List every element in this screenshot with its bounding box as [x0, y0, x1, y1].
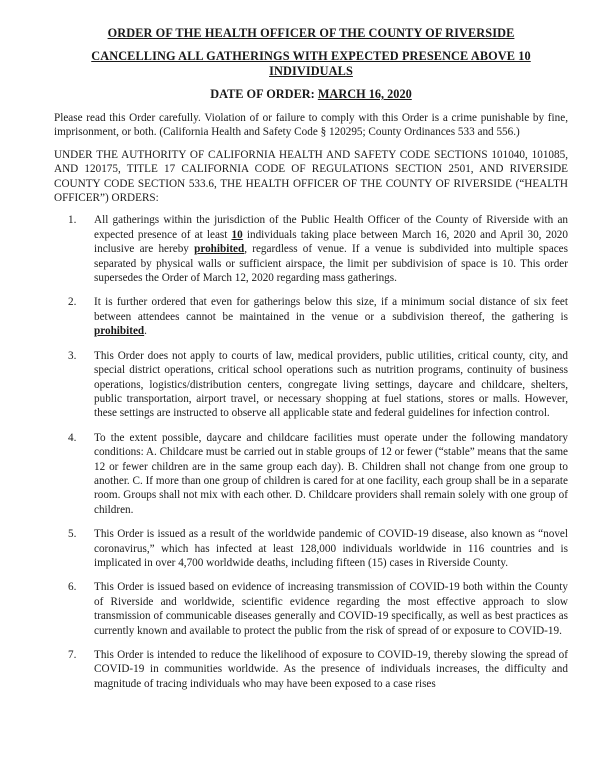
- order-subtitle: CANCELLING ALL GATHERINGS WITH EXPECTED PRESENCE ABOVE 10 INDIVIDUALS: [91, 49, 531, 78]
- authority-paragraph: UNDER THE AUTHORITY OF CALIFORNIA HEALTH AND SAFETY CODE SECTIONS 101040, 101085, AND 120175, TITLE 17 CALIFORNIA CODE OF REGULATIONS SECTION 2501, AND RIVERSIDE COUNTY CODE SECTION 533.6, THE HEALTH OFFICER OF THE COUNTY OF RIVERSIDE (“HEALTH OFFICER”) ORDERS:: [54, 148, 568, 205]
- order-number: 7.: [68, 649, 77, 661]
- order-title: ORDER OF THE HEALTH OFFICER OF THE COUNTY OF RIVERSIDE: [107, 26, 515, 40]
- intro-paragraph: Please read this Order carefully. Violation of or failure to comply with this Order is a crime punishable by fine, imprisonment, or both. (California Health and Safety Code § 120295; County Ordinances 533 and 556.): [54, 112, 568, 139]
- order-text: It is further ordered that even for gatherings below this size, if a minimum social distance of six feet between attendees cannot be maintained in the venue or a subdivision thereof, the gathering is prohibited.: [94, 296, 568, 338]
- order-item-4: [54, 431, 568, 517]
- order-item-6: [54, 580, 568, 638]
- order-number: 3.: [68, 349, 77, 362]
- order-text: This Order does not apply to courts of law, medical providers, public utilities, critical county, city, and special district operations, critical school operations such as nutrition programs, continuity of business operations, logistics/distribution centers, congregate living settings, daycare and childcare, shelters, public transportation, airport travel, or necessary shopping at fuel stations, stores or malls. However, these settings are instructed to observe all applicable state and federal guidelines for infection control.: [94, 349, 568, 420]
- order-text: This Order is issued as a result of the worldwide pandemic of COVID-19 disease, also known as “novel coronavirus,” which has infected at least 128,000 individuals worldwide in 116 countries and is implicated in over 4,700 worldwide deaths, including fifteen (15) cases in Riverside County.: [94, 528, 568, 569]
- bold-limit: 10: [231, 228, 243, 241]
- order-item-7: [54, 648, 568, 691]
- order-number: 2.: [68, 296, 77, 309]
- orders-list: [54, 213, 568, 691]
- order-text: This Order is intended to reduce the likelihood of exposure to COVID-19, thereby slowing the spread of COVID-19 in communities worldwide. As the presence of individuals increases, the difficulty and magnitude of tracing individuals who may have been exposed to a case rises: [94, 649, 568, 690]
- order-text: This Order is issued based on evidence of increasing transmission of COVID-19 both within the County of Riverside and worldwide, scientific evidence regarding the most effective approach to slow transmission of communicable diseases generally and COVID-19 specifically, as well as best practices as currently known and available to protect the public from the risk of spread of or exposure to COVID-19.: [94, 581, 568, 637]
- date-value: MARCH 16, 2020: [317, 87, 412, 101]
- order-item-2: [54, 295, 568, 338]
- order-number: 4.: [68, 431, 77, 444]
- order-text: All gatherings within the jurisdiction of the Public Health Officer of the County of Riverside with an expected presence of at least 10 individuals taking place between March 16, 2020 and April 30, 2020 inclusive are hereby prohibited, regardless of venue. If a venue is subdivided into multiple spaces separated by physical walls or sufficient airspace, the limit per subdivision of space is 10. This order supersedes the Order of March 12, 2020 regarding mass gatherings.: [94, 214, 568, 285]
- order-item-3: [54, 349, 568, 421]
- order-date: [54, 87, 568, 102]
- order-number: 5.: [68, 528, 77, 541]
- date-label: DATE OF ORDER:: [210, 87, 318, 101]
- order-item-1: [54, 213, 568, 285]
- bold-prohibited: prohibited: [194, 243, 245, 256]
- order-number: 6.: [68, 581, 77, 594]
- order-number: 1.: [68, 214, 77, 227]
- order-text: To the extent possible, daycare and childcare facilities must operate under the following mandatory conditions: A. Childcare must be carried out in stable groups of 12 or fewer (“stable” means that the same 12 or fewer children are in the same group each day). B. Children shall not change from one group to another. C. If more than one group of children is cared for at one facility, each group shall be in a separate room. Groups shall not mix with each other. D. Childcare providers shall remain solely with one group of children.: [94, 431, 568, 516]
- bold-prohibited: prohibited: [94, 325, 145, 338]
- order-item-5: [54, 527, 568, 570]
